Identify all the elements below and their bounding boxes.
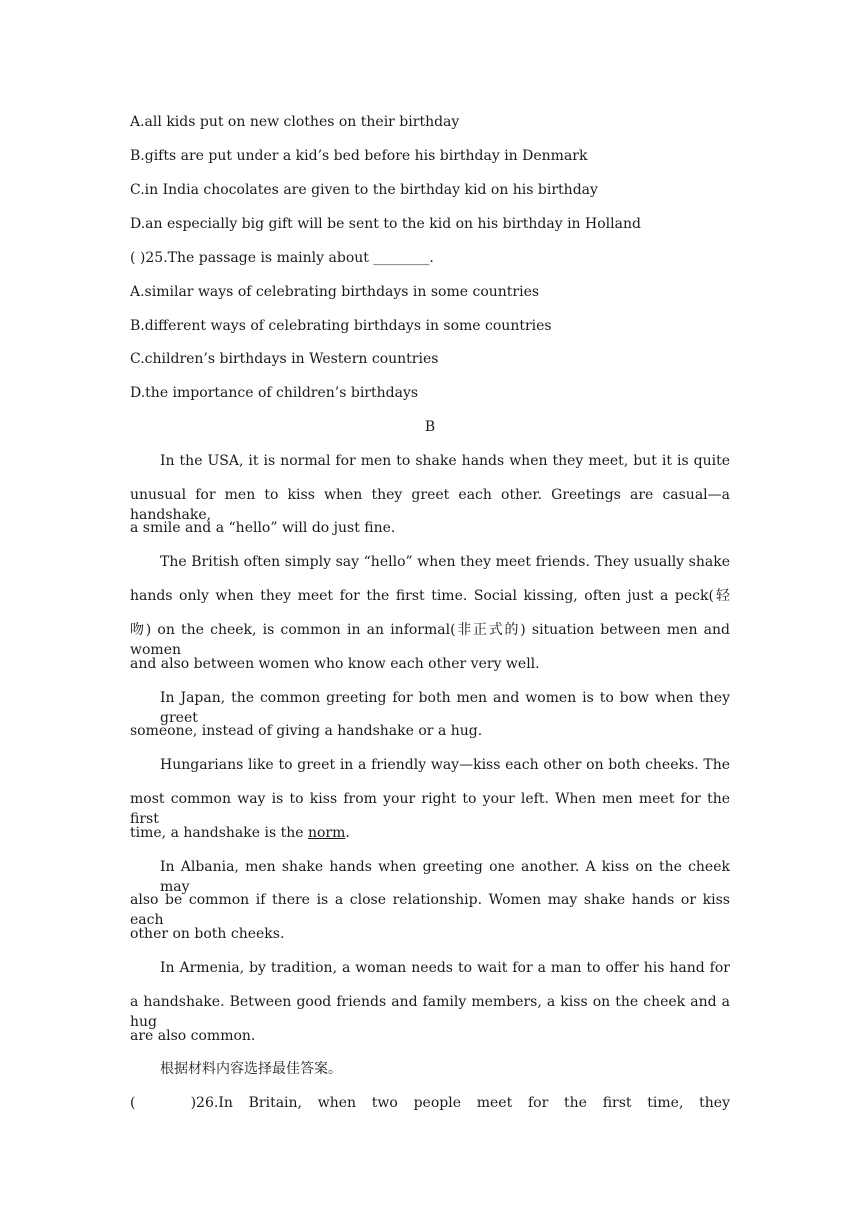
albania-line-1: In Albania, men shake hands when greeting one another. A kiss on the cheek may — [160, 859, 730, 895]
japan-line-1: In Japan, the common greeting for both men and women is to bow when they greet — [160, 690, 730, 726]
armenia-line-2: a handshake. Between good friends and family members, a kiss on the cheek and a hug — [130, 994, 730, 1030]
albania-line-3: other on both cheeks. — [130, 926, 285, 942]
q24-option-c: C.in India chocolates are given to the birthday kid on his birthday — [130, 182, 598, 198]
q25-stem: ( )25.The passage is mainly about ________. — [130, 250, 434, 266]
usa-line-2: unusual for men to kiss when they greet each other. Greetings are casual—a handshake, — [130, 487, 730, 523]
britain-line-1: The British often simply say “hello” when they meet friends. They usually shake — [160, 554, 730, 570]
section-b-heading: B — [424, 419, 436, 435]
q24-option-b: B.gifts are put under a kid’s bed before his birthday in Denmark — [130, 148, 588, 164]
britain-line-2: hands only when they meet for the first time. Social kissing, often just a peck(轻 — [130, 588, 730, 604]
britain-line-4: and also between women who know each other very well. — [130, 656, 540, 672]
usa-line-3: a smile and a “hello” will do just fine. — [130, 520, 396, 536]
hungary-line-3-suffix: . — [345, 825, 350, 841]
q25-option-d: D.the importance of children’s birthdays — [130, 385, 419, 401]
q25-option-a: A.similar ways of celebrating birthdays in some countries — [130, 284, 540, 300]
britain-line-3: 吻) on the cheek, is common in an informal(非正式的) situation between men and women — [130, 622, 730, 658]
usa-line-1: In the USA, it is normal for men to shake hands when they meet, but it is quite — [160, 453, 730, 469]
underlined-word-norm: norm — [307, 825, 346, 841]
q26-stem: ( )26.In Britain, when two people meet for the first time, they — [130, 1095, 730, 1111]
q24-option-d: D.an especially big gift will be sent to the kid on his birthday in Holland — [130, 216, 641, 232]
instruction-text: 根据材料内容选择最佳答案。 — [160, 1061, 342, 1077]
japan-line-2: someone, instead of giving a handshake or a hug. — [130, 723, 483, 739]
hungary-line-3 — [130, 823, 730, 843]
q24-option-a: A.all kids put on new clothes on their birthday — [130, 114, 460, 130]
hungary-line-1: Hungarians like to greet in a friendly way—kiss each other on both cheeks. The — [160, 757, 730, 773]
hungary-line-2: most common way is to kiss from your right to your left. When men meet for the first — [130, 791, 730, 827]
hungary-line-3-prefix: time, a handshake is the — [130, 825, 308, 841]
q25-option-c: C.children’s birthdays in Western countries — [130, 351, 439, 367]
albania-line-2: also be common if there is a close relationship. Women may shake hands or kiss each — [130, 892, 730, 928]
armenia-line-1: In Armenia, by tradition, a woman needs to wait for a man to offer his hand for — [160, 960, 730, 976]
q25-option-b: B.different ways of celebrating birthdays in some countries — [130, 318, 552, 334]
armenia-line-3: are also common. — [130, 1028, 256, 1044]
